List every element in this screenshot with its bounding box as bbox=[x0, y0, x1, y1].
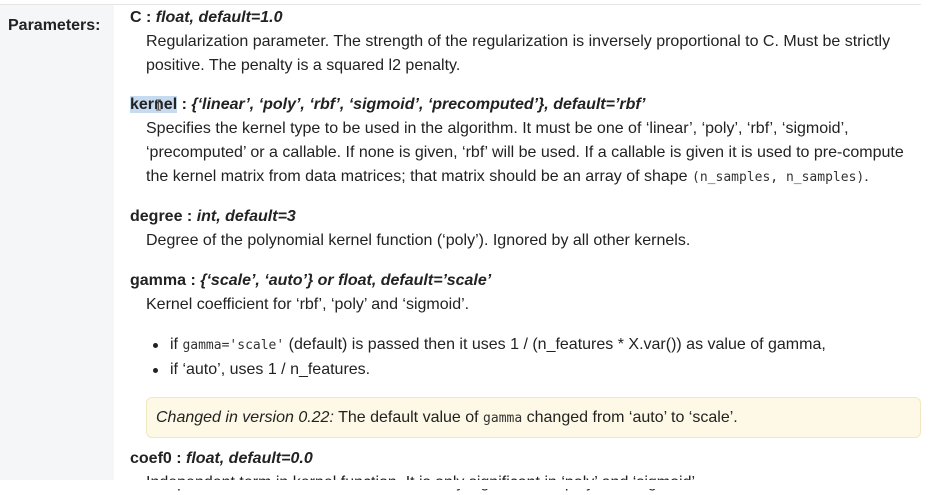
inline-code: gamma='scale' bbox=[182, 338, 285, 353]
desc-tail: . bbox=[864, 168, 869, 185]
inline-code: gamma bbox=[483, 411, 523, 426]
desc-line: ‘precomputed’ or a callable. If none is given, ‘rbf’ will be used. If a callable is given it is used to pre-compute bbox=[146, 144, 904, 161]
desc-line: Degree of the polynomial kernel function (‘poly’). Ignored by all other kernels. bbox=[146, 232, 691, 249]
param-kernel bbox=[130, 95, 925, 190]
note-version: Changed in version 0.22: bbox=[156, 409, 334, 426]
version-change-note bbox=[146, 397, 921, 438]
note-text bbox=[156, 407, 738, 430]
top-divider bbox=[0, 4, 921, 5]
param-type: int, default=3 bbox=[196, 208, 296, 225]
desc-line: Regularization parameter. The strength of the regularization is inversely proportional to C. Must be strictly bbox=[146, 33, 891, 50]
param-signature bbox=[130, 449, 925, 469]
param-separator: : bbox=[171, 450, 187, 467]
param-description bbox=[146, 229, 925, 253]
note-pre: The default value of bbox=[333, 409, 484, 426]
param-name: C bbox=[130, 9, 142, 26]
param-type: float, default=0.0 bbox=[186, 450, 313, 467]
bullet-icon bbox=[153, 343, 158, 348]
param-name: coef0 bbox=[130, 450, 172, 467]
param-type: {‘scale’, ‘auto’} or float, default=’scale’ bbox=[200, 272, 492, 289]
param-gamma bbox=[130, 271, 925, 382]
bullet-icon bbox=[153, 368, 158, 373]
desc-text: the kernel matrix from data matrices; that matrix should be an array of shape bbox=[146, 168, 693, 185]
param-c bbox=[130, 8, 925, 78]
param-degree bbox=[130, 207, 925, 253]
text-cursor-icon bbox=[155, 99, 162, 111]
param-signature bbox=[130, 207, 925, 227]
inline-code: (n_samples, n_samples) bbox=[692, 170, 865, 185]
param-description bbox=[146, 293, 925, 382]
note-post: changed from ‘auto’ to ‘scale’. bbox=[522, 409, 738, 426]
bullet-list bbox=[146, 333, 925, 382]
bullet-text: if bbox=[170, 336, 183, 353]
bullet-text: if ‘auto’, uses 1 / n_features. bbox=[170, 361, 371, 378]
parameters-label: Parameters: bbox=[8, 17, 101, 34]
param-signature bbox=[130, 8, 925, 28]
param-separator: : bbox=[177, 96, 192, 113]
param-signature bbox=[130, 95, 925, 115]
param-name: degree bbox=[130, 208, 183, 225]
param-signature bbox=[130, 271, 925, 291]
param-separator: : bbox=[182, 208, 197, 225]
desc-line: positive. The penalty is a squared l2 penalty. bbox=[146, 57, 461, 74]
field-name-column bbox=[0, 5, 114, 489]
list-item bbox=[146, 358, 925, 382]
param-type: float, default=1.0 bbox=[155, 9, 283, 26]
param-separator: : bbox=[186, 272, 201, 289]
param-description bbox=[146, 30, 925, 78]
param-name: gamma bbox=[130, 272, 187, 289]
param-separator: : bbox=[141, 9, 156, 26]
bullet-text: (default) is passed then it uses 1 / (n_features * X.var()) as value of gamma, bbox=[284, 336, 826, 353]
param-description bbox=[146, 117, 925, 190]
desc-line: Kernel coefficient for ‘rbf’, ‘poly’ and ‘sigmoid’. bbox=[146, 296, 470, 313]
param-name-highlighted[interactable]: kernel bbox=[130, 96, 178, 113]
bottom-crop bbox=[0, 480, 937, 489]
list-item bbox=[146, 333, 925, 358]
desc-line: Specifies the kernel type to be used in the algorithm. It must be one of ‘linear’, ‘poly’, ‘rbf’, ‘sigmoid’, bbox=[146, 120, 849, 137]
param-type: {‘linear’, ‘poly’, ‘rbf’, ‘sigmoid’, ‘precomputed’}, default=’rbf’ bbox=[191, 96, 646, 113]
desc-line bbox=[146, 165, 925, 190]
